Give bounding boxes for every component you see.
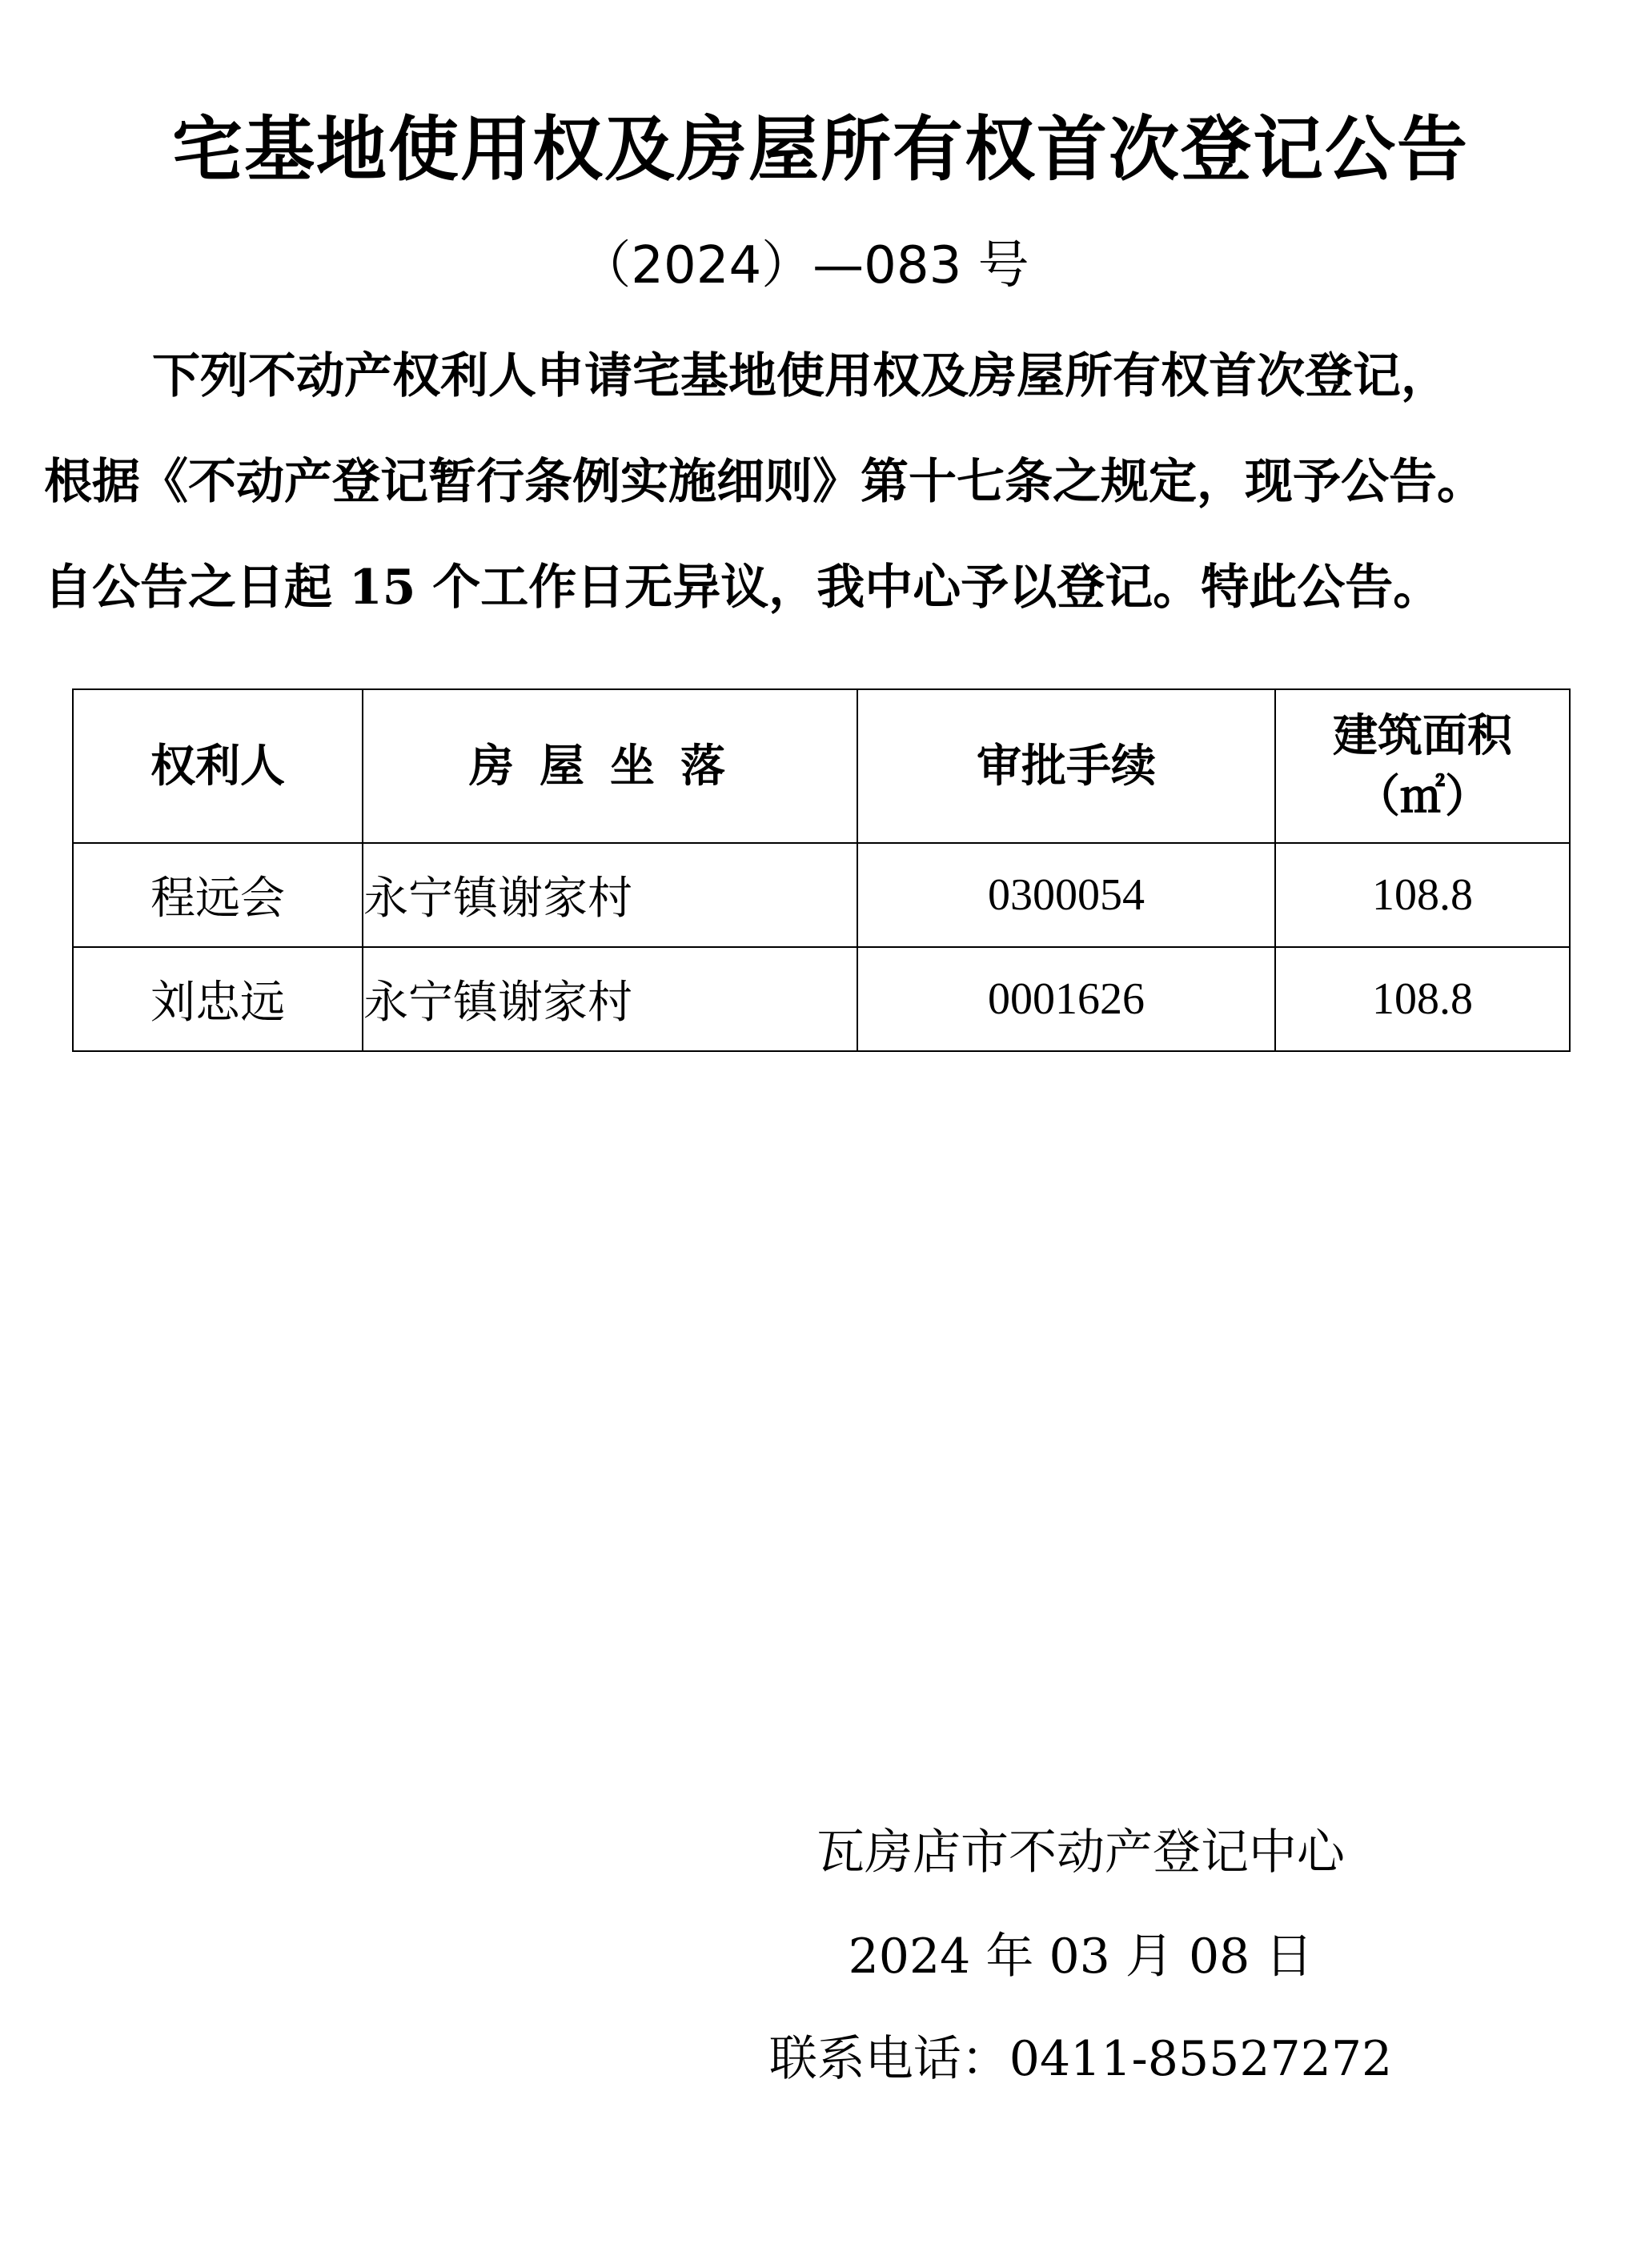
cell-holder: 程远会 bbox=[73, 843, 363, 947]
table-header-row bbox=[73, 689, 1570, 843]
cell-area: 108.8 bbox=[1275, 843, 1570, 947]
cell-approval: 0300054 bbox=[857, 843, 1275, 947]
header-area bbox=[1275, 689, 1570, 843]
notice-paragraph-line-3: 自公告之日起 15 个工作日无异议，我中心予以登记。特此公告。 bbox=[44, 560, 1442, 616]
notice-title: 宅基地使用权及房屋所有权首次登记公告 bbox=[171, 108, 1469, 191]
cell-location: 永宁镇谢家村 bbox=[363, 843, 857, 947]
contact-phone: 联系电话：0411-85527272 bbox=[768, 2031, 1393, 2087]
notice-paragraph-line-1: 下列不动产权利人申请宅基地使用权及房屋所有权首次登记， bbox=[152, 348, 1449, 404]
table-row bbox=[73, 843, 1570, 947]
issuer-name: 瓦房店市不动产登记中心 bbox=[816, 1824, 1345, 1881]
cell-approval: 0001626 bbox=[857, 947, 1275, 1051]
cell-area: 108.8 bbox=[1275, 947, 1570, 1051]
header-approval: 审批手续 bbox=[857, 689, 1275, 843]
cell-location: 永宁镇谢家村 bbox=[363, 947, 857, 1051]
header-area-label: 建筑面积 bbox=[1333, 709, 1512, 762]
header-holder: 权利人 bbox=[73, 689, 363, 843]
document-number: （2024）—083 号 bbox=[580, 236, 1029, 295]
table-row bbox=[73, 947, 1570, 1051]
header-area-unit: （㎡） bbox=[1355, 770, 1490, 823]
issue-date: 2024 年 03 月 08 日 bbox=[848, 1929, 1314, 1985]
header-location: 房屋坐落 bbox=[363, 689, 857, 843]
registration-table bbox=[72, 688, 1571, 1052]
notice-paragraph-line-2: 根据《不动产登记暂行条例实施细则》第十七条之规定，现予公告。 bbox=[44, 454, 1485, 510]
cell-holder: 刘忠远 bbox=[73, 947, 363, 1051]
